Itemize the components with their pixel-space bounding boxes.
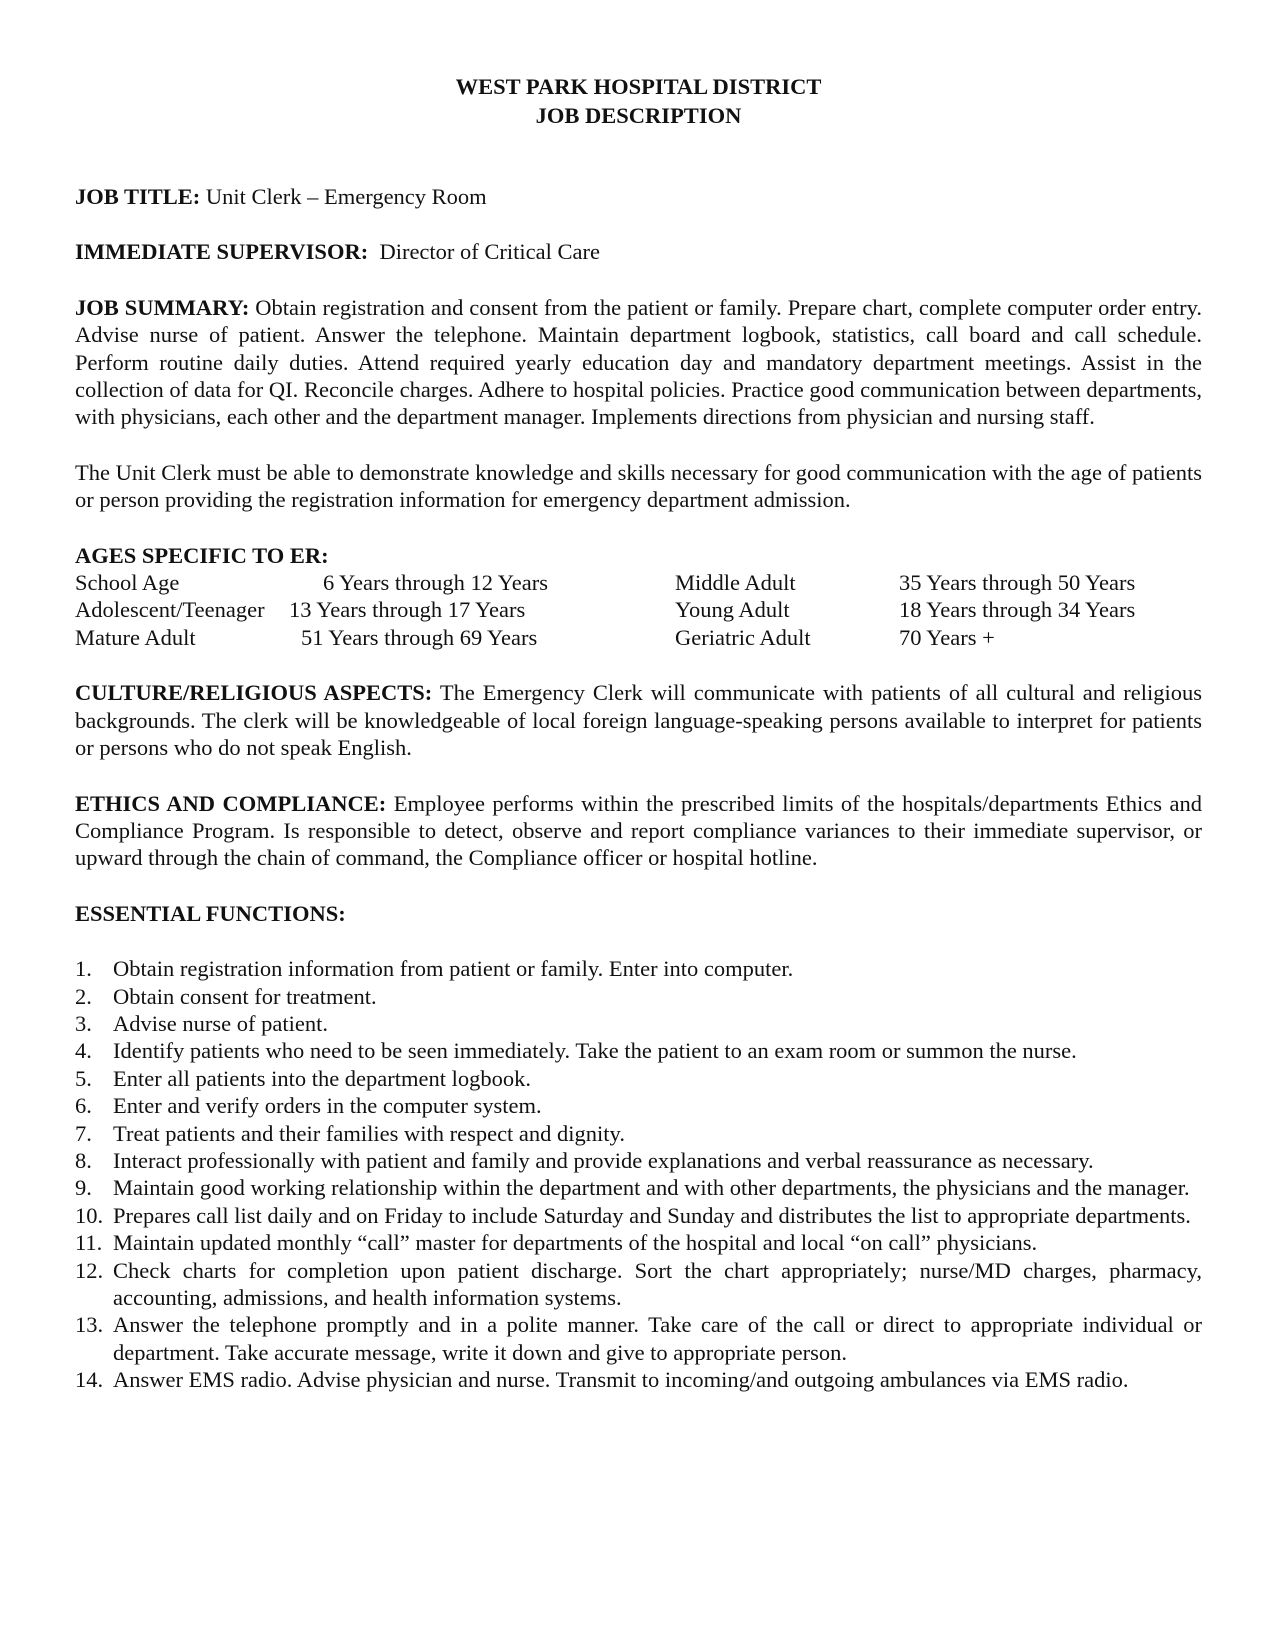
supervisor-label: IMMEDIATE SUPERVISOR: — [75, 239, 369, 265]
item-text: Enter all patients into the department logbook. — [113, 1065, 532, 1091]
list-item — [75, 1120, 1202, 1147]
list-item — [75, 1092, 1202, 1119]
item-number: 3. — [75, 1010, 92, 1036]
age-group: School Age — [75, 570, 180, 596]
culture-section — [75, 679, 1202, 761]
list-item — [75, 955, 1202, 982]
ethics-section — [75, 790, 1202, 872]
item-number: 5. — [75, 1065, 92, 1091]
list-item — [75, 983, 1202, 1010]
item-text: Check charts for completion upon patient discharge. Sort the chart appropriately; nurse/MD charges, pharmacy, accounting, admissions, and health information systems. — [113, 1257, 1202, 1310]
list-item — [75, 1010, 1202, 1037]
item-number: 2. — [75, 983, 92, 1009]
age-range: 6 Years through 12 Years — [323, 570, 549, 596]
job-summary-section — [75, 294, 1202, 431]
age-range: 35 Years through 50 Years — [899, 570, 1136, 596]
ages-table — [75, 569, 1202, 651]
item-text: Interact professionally with patient and family and provide explanations and verbal reassurance as necessary. — [113, 1147, 1094, 1173]
age-group: Young Adult — [675, 597, 790, 623]
ages-heading: AGES SPECIFIC TO ER: — [75, 542, 329, 568]
ages-section — [75, 542, 1202, 652]
ethics-label: ETHICS AND COMPLIANCE: — [75, 790, 387, 816]
item-number: 4. — [75, 1038, 92, 1064]
list-item — [75, 1174, 1202, 1201]
supervisor-value: Director of Critical Care — [368, 239, 600, 265]
supervisor-line — [75, 238, 1202, 265]
list-item — [75, 1229, 1202, 1256]
item-text: Answer EMS radio. Advise physician and nurse. Transmit to incoming/and outgoing ambulances via EMS radio. — [113, 1367, 1129, 1393]
item-text: Obtain registration information from patient or family. Enter into computer. — [113, 956, 794, 982]
item-number: 6. — [75, 1093, 92, 1119]
item-number: 9. — [75, 1175, 92, 1201]
culture-label: CULTURE/RELIGIOUS ASPECTS: — [75, 680, 433, 706]
item-text: Prepares call list daily and on Friday to include Saturday and Sunday and distributes the list to appropriate departments. — [113, 1202, 1191, 1228]
age-group: Geriatric Adult — [675, 624, 811, 650]
item-text: Enter and verify orders in the computer system. — [113, 1093, 542, 1119]
item-text: Identify patients who need to be seen immediately. Take the patient to an exam room or summon the nurse. — [113, 1038, 1077, 1064]
job-summary-label: JOB SUMMARY: — [75, 294, 250, 320]
item-number: 8. — [75, 1147, 92, 1173]
item-number: 11. — [75, 1230, 103, 1256]
item-text: Maintain updated monthly “call” master for departments of the hospital and local “on call” physicians. — [113, 1230, 1038, 1256]
age-group: Mature Adult — [75, 624, 196, 650]
item-text: Answer the telephone promptly and in a polite manner. Take care of the call or direct to appropriate individual or department. Take accurate message, write it down and give to appropriate person. — [113, 1312, 1202, 1365]
essential-functions-list — [75, 955, 1202, 1394]
age-group: Middle Adult — [675, 570, 796, 596]
ethics-text: Employee performs within the prescribed limits of the hospitals/departments Ethics and Compliance Program. Is responsible to detect, observe and report compliance variances to their immediate supervisor, or upward through the chain of command, the Compliance officer or hospital hotline. — [75, 790, 1202, 871]
job-title-line — [75, 183, 1202, 210]
job-title-label: JOB TITLE: — [75, 184, 201, 209]
list-item — [75, 1366, 1202, 1393]
item-number: 10. — [75, 1202, 104, 1228]
item-number: 1. — [75, 956, 92, 982]
list-item — [75, 1065, 1202, 1092]
list-item — [75, 1147, 1202, 1174]
organization-name: WEST PARK HOSPITAL DISTRICT — [455, 74, 822, 99]
item-number: 7. — [75, 1120, 92, 1146]
item-number: 12. — [75, 1257, 104, 1283]
age-range: 51 Years through 69 Years — [301, 624, 538, 650]
job-summary-text: Obtain registration and consent from the patient or family. Prepare chart, complete computer order entry. Advise nurse of patient. Answer the telephone. Maintain department logbook, statistics, call board and call schedule. Perform routine daily duties. Attend required yearly education day and mandatory department meetings. Assist in the collection of data for QI. Reconcile charges. Adhere to hospital policies. Practice good communication between departments, with physicians, each other and the department manager. Implements directions from physician and nursing staff. — [75, 294, 1202, 430]
item-number: 14. — [75, 1367, 104, 1393]
age-range: 70 Years + — [899, 624, 995, 650]
age-range: 13 Years through 17 Years — [289, 597, 526, 623]
item-number: 13. — [75, 1312, 104, 1338]
item-text: Maintain good working relationship within the department and with other departments, the physicians and the manager. — [113, 1175, 1190, 1201]
document-title: JOB DESCRIPTION — [535, 103, 742, 128]
list-item — [75, 1257, 1202, 1312]
essential-functions-heading: ESSENTIAL FUNCTIONS: — [75, 900, 346, 926]
list-item — [75, 1311, 1202, 1366]
document-page — [75, 72, 1202, 1394]
item-text: Obtain consent for treatment. — [113, 983, 377, 1009]
job-title-value: Unit Clerk – Emergency Room — [200, 184, 487, 209]
document-header — [75, 72, 1202, 130]
age-range: 18 Years through 34 Years — [899, 597, 1136, 623]
age-group: Adolescent/Teenager — [75, 597, 265, 623]
item-text: Advise nurse of patient. — [113, 1010, 328, 1036]
unit-clerk-paragraph: The Unit Clerk must be able to demonstrate knowledge and skills necessary for good communication with the age of patients or person providing the registration information for emergency department admission. — [75, 459, 1202, 513]
list-item — [75, 1202, 1202, 1229]
item-text: Treat patients and their families with respect and dignity. — [113, 1120, 625, 1146]
list-item — [75, 1037, 1202, 1064]
culture-text: The Emergency Clerk will communicate with patients of all cultural and religious backgrounds. The clerk will be knowledgeable of local foreign language-speaking persons available to interpret for patients or persons who do not speak English. — [75, 680, 1203, 761]
